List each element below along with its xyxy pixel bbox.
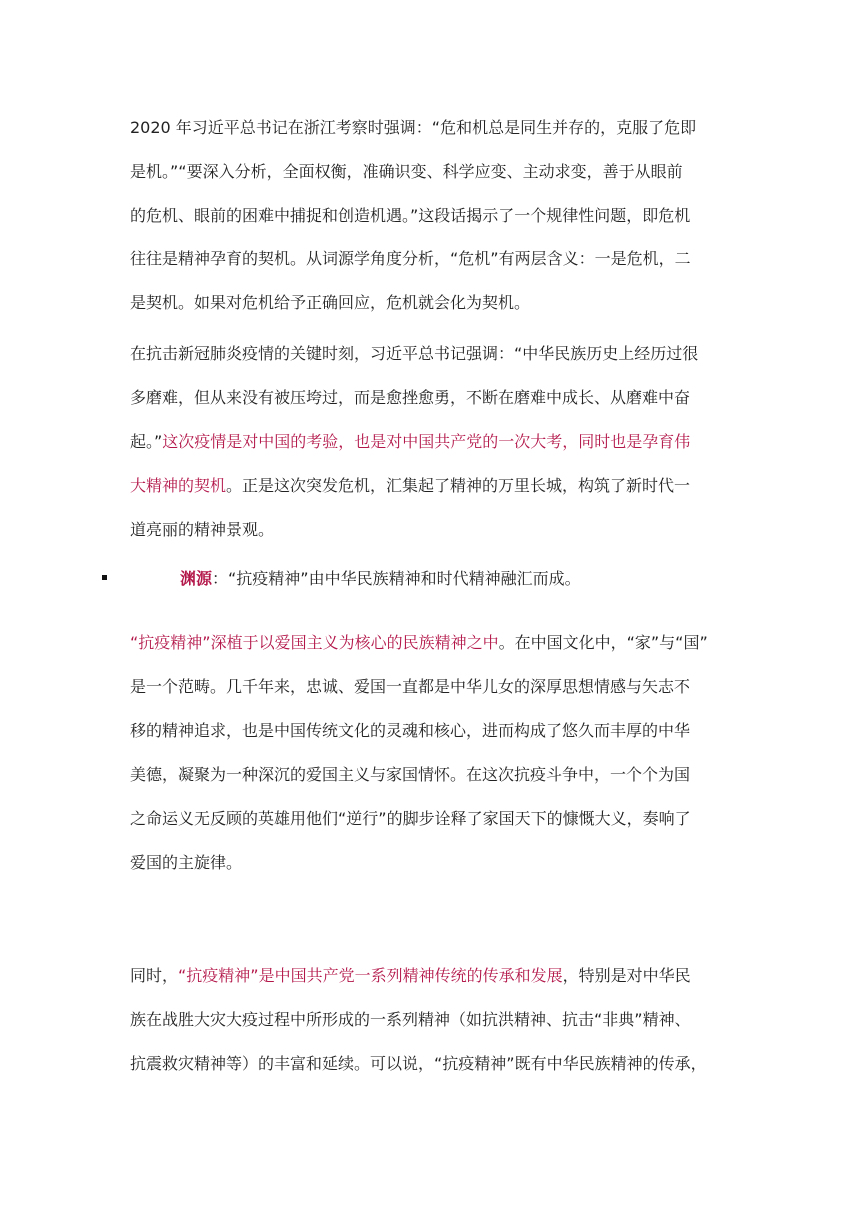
text-line: [130, 293, 750, 313]
highlighted-text: “抗疫精神”是中国共产党一系列精神传统的传承和发展: [178, 966, 563, 985]
bullet-heading: [180, 569, 800, 589]
text-line: [130, 118, 750, 138]
text-line: [130, 162, 750, 182]
text-line: [130, 520, 750, 540]
section-label: 渊源: [180, 569, 213, 588]
bullet-text: ：“抗疫精神”由中华民族精神和时代精神融汇而成。: [212, 569, 581, 588]
text-span: 爱国的主旋律。: [130, 853, 243, 872]
text-line: [130, 633, 750, 653]
highlighted-text: 这次疫情是对中国的考验，也是对中国共产党的一次大考，同时也是孕育伟: [162, 432, 691, 451]
text-line: [130, 432, 750, 452]
text-span: ，特别是对中华民: [562, 966, 691, 985]
text-span: 道亮丽的精神景观。: [130, 520, 275, 539]
text-line: [130, 344, 750, 364]
highlighted-text: 大精神的契机: [130, 476, 227, 495]
text-line: [130, 1010, 750, 1030]
text-span: 同时，: [130, 966, 179, 985]
text-span: 移的精神追求，也是中国传统文化的灵魂和核心，进而构成了悠久而丰厚的中华: [130, 721, 691, 740]
text-line: [130, 476, 750, 496]
text-span: 是机。”“要深入分析，全面权衡，准确识变、科学应变、主动求变，善于从眼前: [130, 162, 683, 181]
text-span: 在抗击新冠肺炎疫情的关键时刻，习近平总书记强调：“中华民族历史上经历过很: [130, 344, 699, 363]
text-line: [130, 765, 750, 785]
text-line: [130, 809, 750, 829]
text-line: [130, 206, 750, 226]
text-line: [130, 1054, 750, 1074]
text-span: 是一个范畴。几千年来，忠诚、爱国一直都是中华儿女的深厚思想情感与矢志不: [130, 677, 691, 696]
text-line: [130, 677, 750, 697]
text-span: 起。”: [130, 432, 163, 451]
text-span: 往往是精神孕育的契机。从词源学角度分析，“危机”有两层含义：一是危机，二: [130, 249, 691, 268]
text-span: 2020 年习近平总书记在浙江考察时强调：“危和机总是同生并存的，克服了危即: [130, 118, 697, 137]
text-span: 族在战胜大灾大疫过程中所形成的一系列精神（如抗洪精神、抗击“非典”精神、: [130, 1010, 691, 1029]
text-span: 。在中国文化中，“家”与“国”: [498, 633, 708, 652]
bullet-marker: [102, 575, 107, 580]
text-span: 美德，凝聚为一种深沉的爱国主义与家国情怀。在这次抗疫斗争中，一个个为国: [130, 765, 691, 784]
text-span: 的危机、眼前的困难中捕捉和创造机遇。”这段话揭示了一个规律性问题，即危机: [130, 206, 691, 225]
text-span: 是契机。如果对危机给予正确回应，危机就会化为契机。: [130, 293, 531, 312]
text-line: [130, 966, 750, 986]
text-span: 。正是这次突发危机，汇集起了精神的万里长城，构筑了新时代一: [226, 476, 691, 495]
text-line: [130, 721, 750, 741]
text-span: 抗震救灾精神等）的丰富和延续。可以说，“抗疫精神”既有中华民族精神的传承，: [130, 1054, 707, 1073]
highlighted-text: “抗疫精神”深植于以爱国主义为核心的民族精神之中: [130, 633, 499, 652]
text-line: [130, 249, 750, 269]
text-span: 多磨难，但从来没有被压垮过，而是愈挫愈勇，不断在磨难中成长、从磨难中奋: [130, 388, 691, 407]
text-line: [130, 853, 750, 873]
text-span: 之命运义无反顾的英雄用他们“逆行”的脚步诠释了家国天下的慷慨大义，奏响了: [130, 809, 691, 828]
text-line: [130, 388, 750, 408]
